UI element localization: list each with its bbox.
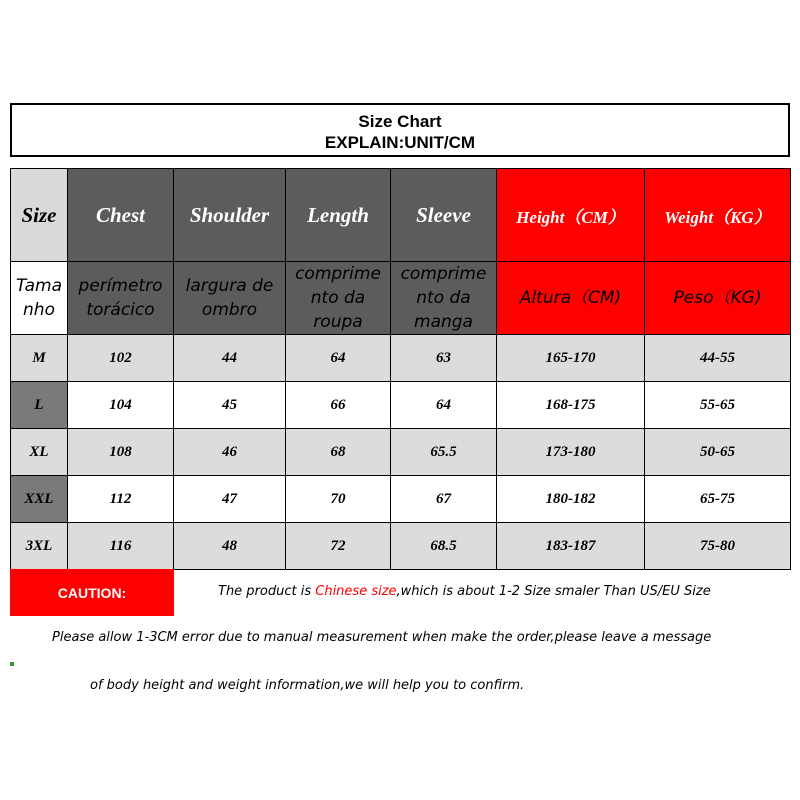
cell-weight: 55-65	[645, 382, 791, 429]
subheader-line: comprime	[295, 264, 381, 284]
cell-chest: 102	[68, 335, 174, 382]
subheader-line: Tama	[16, 276, 62, 296]
cell-height: 168-175	[497, 382, 645, 429]
subheader-line: manga	[414, 312, 473, 332]
cell-size: XXL	[11, 476, 68, 523]
subheader-line: Altura（CM)	[519, 288, 622, 308]
note-line-1: Please allow 1-3CM error due to manual measurement when make the order,please leave a message	[52, 630, 712, 645]
header-size: Size	[11, 169, 68, 262]
subheader-line: torácico	[86, 300, 155, 320]
subheader-chest	[68, 262, 174, 335]
cell-size: L	[11, 382, 68, 429]
cell-height: 180-182	[497, 476, 645, 523]
subheader-sleeve	[391, 262, 497, 335]
table-row	[11, 335, 791, 382]
cell-sleeve: 67	[391, 476, 497, 523]
cell-sleeve: 64	[391, 382, 497, 429]
header-length: Length	[286, 169, 391, 262]
subheader-line: perímetro	[78, 276, 163, 296]
chart-title: Size Chart	[358, 112, 442, 131]
subheader-row	[11, 262, 791, 335]
cell-chest: 116	[68, 523, 174, 570]
subheader-line: largura de	[185, 276, 274, 296]
cell-shoulder: 46	[174, 429, 286, 476]
cell-length: 70	[286, 476, 391, 523]
subheader-weight	[645, 262, 791, 335]
cell-weight: 65-75	[645, 476, 791, 523]
subheader-shoulder	[174, 262, 286, 335]
cell-sleeve: 65.5	[391, 429, 497, 476]
chart-title-box	[10, 103, 790, 157]
header-shoulder: Shoulder	[174, 169, 286, 262]
header-height: Height（CM）	[497, 169, 645, 262]
cell-shoulder: 45	[174, 382, 286, 429]
subheader-line: nto da	[310, 288, 366, 308]
cell-height: 173-180	[497, 429, 645, 476]
cell-size: XL	[11, 429, 68, 476]
subheader-line: roupa	[313, 312, 363, 332]
header-weight: Weight（KG）	[645, 169, 791, 262]
note-line-2: of body height and weight information,we will help you to confirm.	[90, 678, 525, 693]
cell-height: 183-187	[497, 523, 645, 570]
caution-label: CAUTION:	[10, 569, 174, 616]
cell-sleeve: 68.5	[391, 523, 497, 570]
cell-size: M	[11, 335, 68, 382]
header-sleeve: Sleeve	[391, 169, 497, 262]
subheader-line: comprime	[400, 264, 487, 284]
cell-height: 165-170	[497, 335, 645, 382]
table-row	[11, 523, 791, 570]
cell-length: 66	[286, 382, 391, 429]
cell-weight: 44-55	[645, 335, 791, 382]
cell-sleeve: 63	[391, 335, 497, 382]
table-row	[11, 382, 791, 429]
header-chest: Chest	[68, 169, 174, 262]
subheader-size	[11, 262, 68, 335]
subheader-line: Peso（KG)	[673, 288, 762, 308]
chart-subtitle: EXPLAIN:UNIT/CM	[324, 133, 476, 152]
cell-shoulder: 48	[174, 523, 286, 570]
cell-chest: 112	[68, 476, 174, 523]
subheader-length	[286, 262, 391, 335]
cell-shoulder: 44	[174, 335, 286, 382]
subheader-line: ombro	[201, 300, 258, 320]
subheader-line: nho	[23, 300, 55, 320]
subheader-height	[497, 262, 645, 335]
cell-chest: 108	[68, 429, 174, 476]
size-table	[10, 168, 791, 570]
cell-length: 72	[286, 523, 391, 570]
table-row	[11, 476, 791, 523]
green-mark	[10, 662, 14, 666]
cell-weight: 50-65	[645, 429, 791, 476]
cell-chest: 104	[68, 382, 174, 429]
cell-length: 68	[286, 429, 391, 476]
caution-text-after: ,which is about 1-2 Size smaler Than US/EU Size	[396, 584, 711, 599]
caution-text	[218, 584, 711, 599]
caution-highlight: Chinese size	[315, 584, 397, 599]
cell-weight: 75-80	[645, 523, 791, 570]
cell-length: 64	[286, 335, 391, 382]
header-row	[11, 169, 791, 262]
cell-shoulder: 47	[174, 476, 286, 523]
cell-size: 3XL	[11, 523, 68, 570]
table-row	[11, 429, 791, 476]
caution-text-before: The product is	[218, 584, 316, 599]
subheader-line: nto da	[416, 288, 471, 308]
